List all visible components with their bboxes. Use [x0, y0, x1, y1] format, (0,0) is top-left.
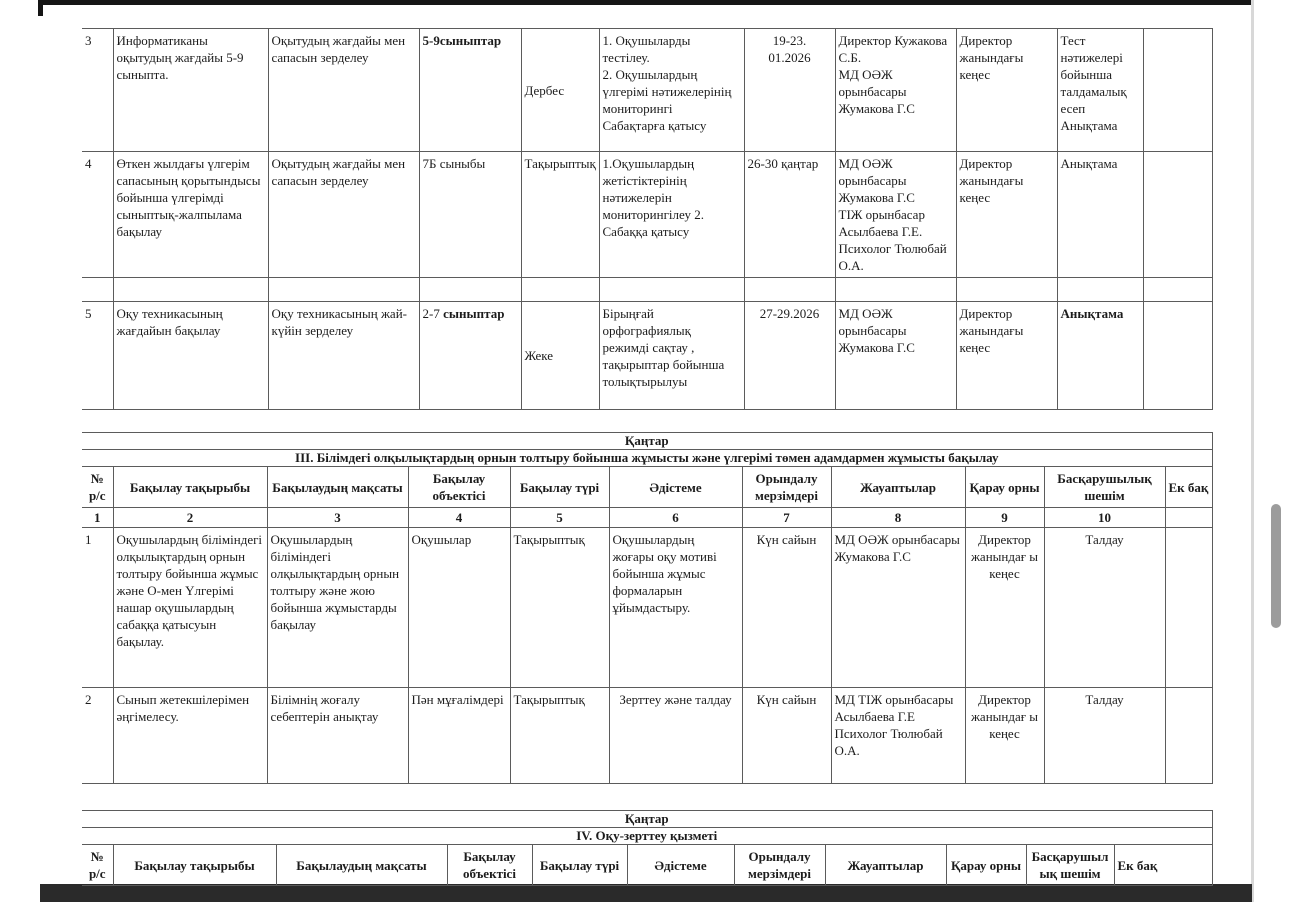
- col-header-decision: Басқарушыл ық шешім: [1026, 845, 1114, 886]
- table-row: [82, 152, 1212, 278]
- empty-cell: [1143, 152, 1212, 278]
- table-row: [82, 302, 1212, 410]
- control-responsible: МД ОӘЖ орынбасары Жумакова Г.С ТІЖ орынбасар Асылбаева Г.Е. Психолог Тюлюбай О.А.: [835, 152, 956, 278]
- month-row: [82, 433, 1212, 450]
- col-header-venue: Қарау орны: [946, 845, 1026, 886]
- control-deadline: 27-29.2026: [744, 302, 835, 410]
- month-row: [82, 811, 1212, 828]
- control-type: Тақырыптық: [510, 528, 609, 688]
- control-type: Жеке: [521, 302, 599, 410]
- header-row: [82, 467, 1212, 508]
- control-deadline: 19-23. 01.2026: [744, 29, 835, 152]
- control-decision: Анықтама: [1057, 302, 1143, 410]
- table-row: [82, 688, 1212, 784]
- col-header-type: Бақылау түрі: [510, 467, 609, 508]
- col-number: 9: [965, 508, 1044, 528]
- control-deadline: 26-30 қаңтар: [744, 152, 835, 278]
- month-heading: Қаңтар: [82, 811, 1212, 828]
- col-header-object: Бақылау объектісі: [408, 467, 510, 508]
- control-responsible: Директор Кужакова С.Б. МД ОӘЖ орынбасары Жумакова Г.С: [835, 29, 956, 152]
- control-method: Оқушылардың жоғары оқу мотиві бойынша жұмыс формаларын ұйымдастыру.: [609, 528, 742, 688]
- col-header-object: Бақылау объектісі: [447, 845, 532, 886]
- row-number: 3: [82, 29, 113, 152]
- control-venue: Директор жанындағы кеңес: [956, 302, 1057, 410]
- col-header-topic: Бақылау тақырыбы: [113, 845, 276, 886]
- control-method: Бірыңғай орфографиялық режимді сақтау , тақырыптар бойынша толықтырылуы: [599, 302, 744, 410]
- control-topic: Өткен жылдағы үлгерім сапасының қорытындысы бойынша үлгерімді сыныптық-жалпылама бақылау: [113, 152, 268, 278]
- page-left-edge: [38, 0, 43, 16]
- control-object: Пән мұғалімдері: [408, 688, 510, 784]
- col-number: 5: [510, 508, 609, 528]
- control-purpose: Білімнің жоғалу себептерін анықтау: [267, 688, 408, 784]
- col-header-venue: Қарау орны: [965, 467, 1044, 508]
- col-number: 2: [113, 508, 267, 528]
- table-row: [82, 528, 1212, 688]
- control-responsible: МД ТІЖ орынбасары Асылбаева Г.Е Психолог Тюлюбай О.А.: [831, 688, 965, 784]
- section-title-row: [82, 828, 1212, 845]
- control-responsible: МД ОӘЖ орынбасары Жумакова Г.С: [831, 528, 965, 688]
- empty-cell: [1143, 29, 1212, 152]
- control-topic: Сынып жетекшілерімен әңгімелесу.: [113, 688, 267, 784]
- col-header-responsible: Жауаптылар: [825, 845, 946, 886]
- control-venue: Директор жанындағ ы кеңес: [965, 528, 1044, 688]
- object-bold: сыныптар: [443, 306, 505, 321]
- control-venue: Директор жанындағ ы кеңес: [965, 688, 1044, 784]
- col-number: 1: [82, 508, 113, 528]
- control-type: Тақырыптық: [510, 688, 609, 784]
- col-header-num: № р/с: [82, 845, 113, 886]
- section-title-row: [82, 450, 1212, 467]
- column-number-row: [82, 508, 1212, 528]
- control-type: Дербес: [521, 29, 599, 152]
- col-number: 3: [267, 508, 408, 528]
- control-purpose: Оқушылардың біліміндегі олқылықтардың орнын толтыру және жою бойынша жұмыстарды бақылау: [267, 528, 408, 688]
- col-header-type: Бақылау түрі: [532, 845, 627, 886]
- control-deadline: Күн сайын: [742, 688, 831, 784]
- col-header-extra: Ек бақ: [1165, 467, 1212, 508]
- row-number: 1: [82, 528, 113, 688]
- top-table-container: [82, 28, 1184, 410]
- month-heading: Қаңтар: [82, 433, 1212, 450]
- col-header-decision: Басқарушылық шешім: [1044, 467, 1165, 508]
- col-header-topic: Бақылау тақырыбы: [113, 467, 267, 508]
- header-row: [82, 845, 1212, 886]
- row-number: 4: [82, 152, 113, 278]
- col-header-deadline: Орындалу мерзімдері: [742, 467, 831, 508]
- control-object: [419, 302, 521, 410]
- control-topic: Информатиканы оқытудың жағдайы 5-9 сыныпта.: [113, 29, 268, 152]
- control-decision: Талдау: [1044, 528, 1165, 688]
- control-object: 5-9сыныптар: [419, 29, 521, 152]
- control-responsible: МД ОӘЖ орынбасары Жумакова Г.С: [835, 302, 956, 410]
- page-top-edge: [40, 0, 1252, 5]
- col-header-deadline: Орындалу мерзімдері: [734, 845, 825, 886]
- top-control-table: [82, 28, 1213, 410]
- col-number: 4: [408, 508, 510, 528]
- col-number: 6: [609, 508, 742, 528]
- section-4-container: [82, 810, 1184, 884]
- col-header-method: Әдістеме: [609, 467, 742, 508]
- control-method: 1. Оқушыларды тестілеу. 2. Оқушылардың үлгерімі нәтижелерінің мониторингі Сабақтарға қатысу: [599, 29, 744, 152]
- control-topic: Оқу техникасының жағдайын бақылау: [113, 302, 268, 410]
- control-type: Тақырыптық: [521, 152, 599, 278]
- page-right-shadow: [1251, 0, 1254, 902]
- control-purpose: Оқытудың жағдайы мен сапасын зерделеу: [268, 29, 419, 152]
- section-3-table: [82, 432, 1213, 784]
- section-3-container: [82, 432, 1209, 784]
- col-header-extra: Ек бақ: [1114, 845, 1212, 886]
- control-venue: Директор жанындағы кеңес: [956, 29, 1057, 152]
- control-method: Зерттеу және талдау: [609, 688, 742, 784]
- control-venue: Директор жанындағы кеңес: [956, 152, 1057, 278]
- empty-cell: [1143, 302, 1212, 410]
- control-deadline: Күн сайын: [742, 528, 831, 688]
- control-method: 1.Оқушылардың жетістіктерінің нәтижелерін мониторингілеу 2. Сабаққа қатысу: [599, 152, 744, 278]
- table-row-empty: [82, 278, 1212, 302]
- row-number: 2: [82, 688, 113, 784]
- page-bottom-edge: [40, 884, 1252, 902]
- col-header-purpose: Бақылаудың мақсаты: [267, 467, 408, 508]
- col-header-num: № р/с: [82, 467, 113, 508]
- section-title: IV. Оқу-зерттеу қызметі: [82, 828, 1212, 845]
- table-row: [82, 29, 1212, 152]
- control-purpose: Оқу техникасының жай-күйін зерделеу: [268, 302, 419, 410]
- vertical-scrollbar[interactable]: [1271, 504, 1281, 628]
- control-purpose: Оқытудың жағдайы мен сапасын зерделеу: [268, 152, 419, 278]
- control-decision: Анықтама: [1057, 152, 1143, 278]
- col-number: 8: [831, 508, 965, 528]
- control-decision: Талдау: [1044, 688, 1165, 784]
- object-prefix: 2-7: [422, 306, 444, 321]
- control-topic: Оқушылардың біліміндегі олқылықтардың орнын толтыру бойынша жұмыс және О-мен Үлгерімі нашар оқушылардың сабаққа қатысуын бақылау.: [113, 528, 267, 688]
- section-4-table: [82, 810, 1213, 886]
- section-title: ІІІ. Білімдегі олқылықтардың орнын толтыру бойынша жұмысты және үлгерімі төмен адамдармен жұмысты бақылау: [82, 450, 1212, 467]
- control-decision: Тест нәтижелері бойынша талдамалық есеп Анықтама: [1057, 29, 1143, 152]
- col-header-responsible: Жауаптылар: [831, 467, 965, 508]
- control-object: 7Б сыныбы: [419, 152, 521, 278]
- col-header-purpose: Бақылаудың мақсаты: [276, 845, 447, 886]
- col-number: 10: [1044, 508, 1165, 528]
- col-header-method: Әдістеме: [627, 845, 734, 886]
- col-number: 7: [742, 508, 831, 528]
- row-number: 5: [82, 302, 113, 410]
- control-object: Оқушылар: [408, 528, 510, 688]
